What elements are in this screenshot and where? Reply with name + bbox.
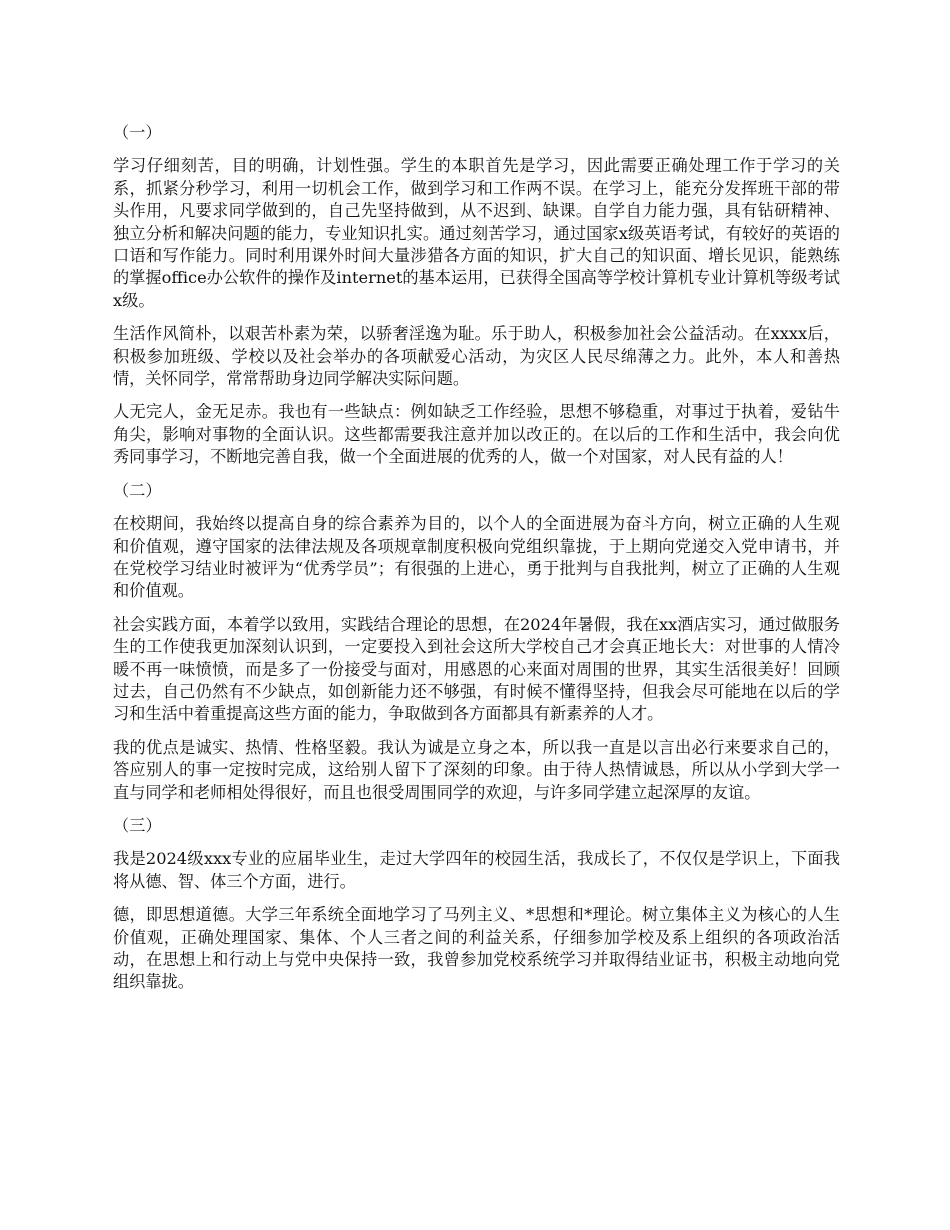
paragraph: 德，即思想道德。大学三年系统全面地学习了马列主义、*思想和*理论。树立集体主义为核心的人生价值观，正确处理国家、集体、个人三者之间的利益关系，仔细参加学校及系上组织的各项政治活动，在思想上和行动上与党中央保持一致，我曾参加党校系统学习并取得结业证书，积极主动地向党组织靠拢。 — [113, 905, 840, 992]
paragraph: 我的优点是诚实、热情、性格坚毅。我认为诚是立身之本，所以我一直是以言出必行来要求自己的，答应别人的事一定按时完成，这给别人留下了深刻的印象。由于待人热情诚恳，所以从小学到大学一直与同学和老师相处得很好，而且也很受周围同学的欢迎，与许多同学建立起深厚的友谊。 — [113, 737, 840, 802]
paragraph: 学习仔细刻苦，目的明确，计划性强。学生的本职首先是学习，因此需要正确处理工作于学习的关系，抓紧分秒学习，利用一切机会工作，做到学习和工作两不误。在学习上，能充分发挥班干部的带头作用，凡要求同学做到的，自己先坚持做到，从不迟到、缺课。自学自力能力强，具有钻研精神、独立分析和解决问题的能力，专业知识扎实。通过刻苦学习，通过国家x级英语考试，有较好的英语的口语和写作能力。同时利用课外时间大量涉猎各方面的知识，扩大自己的知识面、增长见识，能熟练的掌握office办公软件的操作及internet的基本运用，已获得全国高等学校计算机专业计算机等级考试x级。 — [113, 156, 840, 310]
paragraph: 社会实践方面，本着学以致用，实践结合理论的思想，在2024年暑假，我在xx酒店实习，通过做服务生的工作使我更加深刻认识到，一定要投入到社会这所大学校自己才会真正地长大：对世事的人情冷暖不再一味愤愤，而是多了一份接受与面对，用感恩的心来面对周围的世界，其实生活很美好！回顾过去，自己仍然有不少缺点，如创新能力还不够强，有时候不懂得坚持，但我会尽可能地在以后的学习和生活中着重提高这些方面的能力，争取做到各方面都具有新素养的人才。 — [113, 614, 840, 724]
section-2 — [113, 480, 840, 804]
section-3 — [113, 815, 840, 994]
document-body — [113, 122, 840, 1005]
section-1 — [113, 122, 840, 469]
section-heading: （三） — [113, 815, 162, 835]
paragraph: 人无完人，金无足赤。我也有一些缺点：例如缺乏工作经验，思想不够稳重，对事过于执着，爱钻牛角尖，影响对事物的全面认识。这些都需要我注意并加以改正的。在以后的工作和生活中，我会向优秀同事学习，不断地完善自我，做一个全面进展的优秀的人，做一个对国家，对人民有益的人！ — [113, 402, 840, 467]
section-heading: （一） — [113, 123, 162, 142]
paragraph: 生活作风简朴，以艰苦朴素为荣，以骄奢淫逸为耻。乐于助人，积极参加社会公益活动。在xxxx后，积极参加班级、学校以及社会举办的各项献爱心活动，为灾区人民尽绵薄之力。此外，本人和善热情，关怀同学，常常帮助身边同学解决实际问题。 — [113, 324, 840, 389]
section-heading: （二） — [113, 480, 162, 500]
paragraph: 在校期间，我始终以提高自身的综合素养为目的，以个人的全面进展为奋斗方向，树立正确的人生观和价值观，遵守国家的法律法规及各项规章制度积极向党组织靠拢，于上期向党递交入党申请书，并在党校学习结业时被评为“优秀学员”；有很强的上进心，勇于批判与自我批判，树立了正确的人生观和价值观。 — [113, 514, 840, 601]
paragraph: 我是2024级xxx专业的应届毕业生，走过大学四年的校园生活，我成长了，不仅仅是学识上，下面我将从德、智、体三个方面，进行。 — [113, 849, 840, 891]
